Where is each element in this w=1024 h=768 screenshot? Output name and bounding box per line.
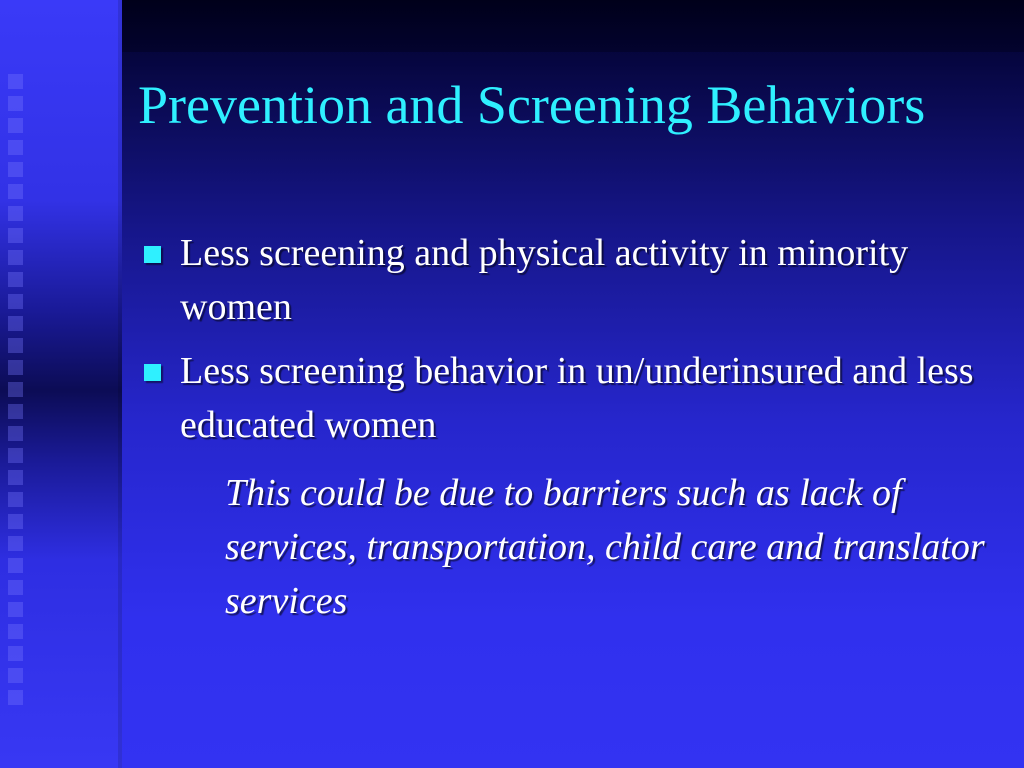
decorative-square [8, 426, 23, 441]
decorative-square [8, 360, 23, 375]
square-bullet-icon [144, 246, 161, 263]
sub-point-note: This could be due to barriers such as lack of services, transportation, child care and translator services [225, 472, 985, 622]
decorative-square [8, 382, 23, 397]
decorative-square [8, 74, 23, 89]
decorative-square [8, 448, 23, 463]
bullet-text: Less screening and physical activity in minority women [180, 232, 909, 328]
decorative-square [8, 96, 23, 111]
decorative-square [8, 294, 23, 309]
decorative-square [8, 118, 23, 133]
left-decorative-band [0, 0, 122, 768]
decorative-square [8, 602, 23, 617]
decorative-square [8, 140, 23, 155]
slide-title: Prevention and Screening Behaviors [138, 75, 926, 135]
square-bullet-icon [144, 364, 161, 381]
decorative-square [8, 470, 23, 485]
decorative-square [8, 492, 23, 507]
decorative-square [8, 338, 23, 353]
bullet-item [140, 226, 1000, 334]
decorative-square [8, 558, 23, 573]
decorative-square [8, 668, 23, 683]
decorative-square [8, 162, 23, 177]
decorative-square [8, 206, 23, 221]
bullet-text: Less screening behavior in un/underinsured and less educated women [180, 350, 974, 446]
decorative-square [8, 184, 23, 199]
decorative-square-column [8, 0, 28, 768]
decorative-square [8, 228, 23, 243]
decorative-square [8, 624, 23, 639]
bullet-list [140, 226, 1000, 462]
decorative-square [8, 250, 23, 265]
decorative-square [8, 272, 23, 287]
decorative-square [8, 646, 23, 661]
decorative-square [8, 514, 23, 529]
decorative-square [8, 690, 23, 705]
decorative-square [8, 404, 23, 419]
top-dark-bar [122, 0, 1024, 52]
decorative-square [8, 316, 23, 331]
decorative-square [8, 580, 23, 595]
decorative-square [8, 536, 23, 551]
bullet-item [140, 344, 1000, 452]
